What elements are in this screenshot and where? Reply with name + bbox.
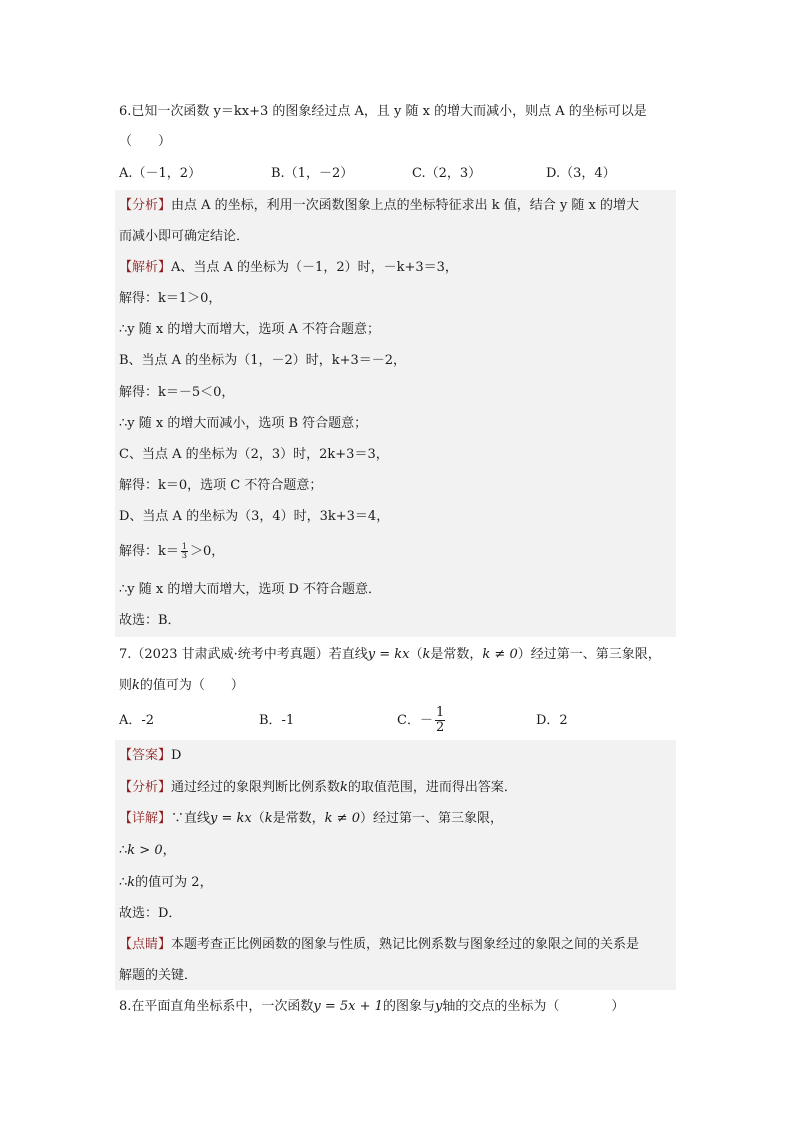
q8-stem-suffix: 轴的交点的坐标为（ ） (442, 999, 625, 1014)
q7-analysis-line (119, 778, 517, 798)
q7-detail-k-ne: k ≠ 0 (324, 811, 360, 826)
q6-solution-line-9: D、当点 A 的坐标为（3，4）时，3k+3＝4， (119, 509, 390, 524)
q8-stem (119, 997, 624, 1017)
analysis-tag: 【分析】 (119, 780, 172, 795)
q7-analysis-k: k (340, 780, 348, 795)
q7-option-c-label: C．－ (397, 713, 433, 728)
q7-detail-line-2 (119, 841, 176, 861)
q6-analysis-text: 由点 A 的坐标，利用一次函数图象上点的坐标特征求出 k 值，结合 y 随 x 的增大 (171, 198, 640, 213)
q7-analysis-pre: 通过经过的象限判断比例系数 (171, 780, 341, 795)
fraction-numerator: 1 (435, 705, 445, 720)
q7-analysis-post: 的取值范围，进而得出答案． (347, 780, 517, 795)
fraction-denominator: 3 (181, 551, 187, 560)
q6-solution-line-6: ∴y 随 x 的增大而减小，选项 B 符合题意； (119, 416, 368, 431)
q7-stem-line-1 (119, 645, 661, 665)
q7-detail-line (119, 809, 503, 829)
q7-stem-k: k (422, 647, 431, 662)
q7-comment-line-1 (119, 935, 639, 955)
therefore-symbol: ∴ (119, 843, 128, 858)
q7-line3-post: 的值可为 2， (135, 875, 213, 890)
q7-stem2-prefix: 则 (119, 678, 133, 693)
solve-suffix: ＞0， (189, 544, 225, 559)
q7-answer-line (119, 746, 181, 766)
q8-stem-mid: 的图象与 (382, 999, 435, 1014)
q7-stem-equation: y = kx (367, 647, 410, 662)
q6-option-c: C.（2，3） (412, 166, 482, 181)
q7-stem-mid: （ (409, 647, 423, 662)
q6-solution-line-10 (119, 542, 224, 562)
q7-comment-line-2: 解题的关键． (119, 968, 198, 983)
q7-line2-post: ， (162, 843, 176, 858)
q6-solution-line-11: ∴y 随 x 的增大而增大，选项 D 不符合题意． (119, 582, 382, 597)
q7-detail-post: ）经过第一、第三象限， (359, 811, 503, 826)
q6-answer: 故选：B． (119, 613, 181, 628)
analysis-tag: 【分析】 (119, 198, 172, 213)
q6-solution-line-5: 解得：k＝－5＜0， (119, 385, 235, 400)
q6-solution-line-7: C、当点 A 的坐标为（2，3）时，2k+3＝3， (119, 447, 389, 462)
q7-stem-mid2: 是常数， (430, 647, 483, 662)
fraction-one-third (181, 543, 188, 560)
answer-tag: 【答案】 (119, 748, 172, 763)
solve-prefix: 解得：k＝ (119, 544, 179, 559)
q8-stem-y: y (434, 999, 443, 1014)
q6-option-a: A.（－1，2） (119, 166, 202, 181)
q6-stem: 6.已知一次函数 y＝kx+3 的图象经过点 A，且 y 随 x 的增大而减小，则点 A 的坐标可以是 (119, 104, 647, 119)
q6-solution-line-4: B、当点 A 的坐标为（1，－2）时，k+3＝－2， (119, 353, 407, 368)
q7-choose: 故选：D． (119, 906, 182, 921)
q6-option-b: B.（1，－2） (271, 166, 354, 181)
q8-stem-prefix: 8.在平面直角坐标系中，一次函数 (119, 999, 314, 1014)
q7-line3-k: k (127, 875, 136, 890)
q7-detail-line-3 (119, 873, 213, 893)
q6-solution-line-1 (119, 258, 458, 278)
q7-detail-mid: （ (251, 811, 265, 826)
q7-stem-suffix: ）经过第一、第三象限， (517, 647, 661, 662)
q6-solution-line-3: ∴y 随 x 的增大而增大，选项 A 不符合题意； (119, 322, 380, 337)
q7-detail-equation: y = kx (210, 811, 252, 826)
q6-paren: （ ） (119, 134, 172, 149)
q6-analysis-line-2: 而减小即可确定结论． (119, 229, 250, 244)
q7-option-b: B．-1 (259, 713, 295, 728)
q6-analysis-line-1 (119, 196, 639, 216)
q6-option-d: D.（3，4） (546, 166, 616, 181)
q8-stem-equation: y = 5x + 1 (313, 999, 383, 1014)
therefore-symbol: ∴ (119, 875, 128, 890)
q6-solution-text: A、当点 A 的坐标为（－1，2）时，－k+3＝3， (171, 260, 458, 275)
detail-tag: 【详解】 (119, 811, 172, 826)
solution-tag: 【解析】 (119, 260, 172, 275)
comment-tag: 【点睛】 (119, 937, 172, 952)
q6-solution-line-2: 解得：k＝1＞0， (119, 291, 222, 306)
q7-option-d: D．2 (536, 713, 568, 728)
q7-stem-k-ne: k ≠ 0 (482, 647, 518, 662)
q7-k-positive: k > 0 (127, 843, 163, 858)
q7-stem2-k: k (132, 678, 140, 693)
q7-answer: D (171, 748, 182, 763)
q7-detail-pre: ∵直线 (171, 811, 211, 826)
fraction-numerator: 1 (181, 542, 187, 551)
q7-detail-mid2: 是常数， (272, 811, 325, 826)
q7-detail-k: k (264, 811, 273, 826)
q7-stem2-suffix: 的值可为（ ） (139, 678, 244, 693)
q7-comment-text: 本题考查正比例函数的图象与性质，熟记比例系数与图象经过的象限之间的关系是 (171, 937, 640, 952)
fraction-one-half (435, 706, 445, 735)
q7-stem-prefix: 7.（2023 甘肃武威·统考中考真题）若直线 (119, 647, 368, 662)
q7-stem-line-2 (119, 676, 244, 696)
q7-option-a: A．-2 (119, 713, 155, 728)
q6-solution-line-8: 解得：k＝0，选项 C 不符合题意； (119, 478, 323, 493)
q7-option-c (397, 704, 447, 738)
fraction-denominator: 2 (435, 720, 445, 735)
